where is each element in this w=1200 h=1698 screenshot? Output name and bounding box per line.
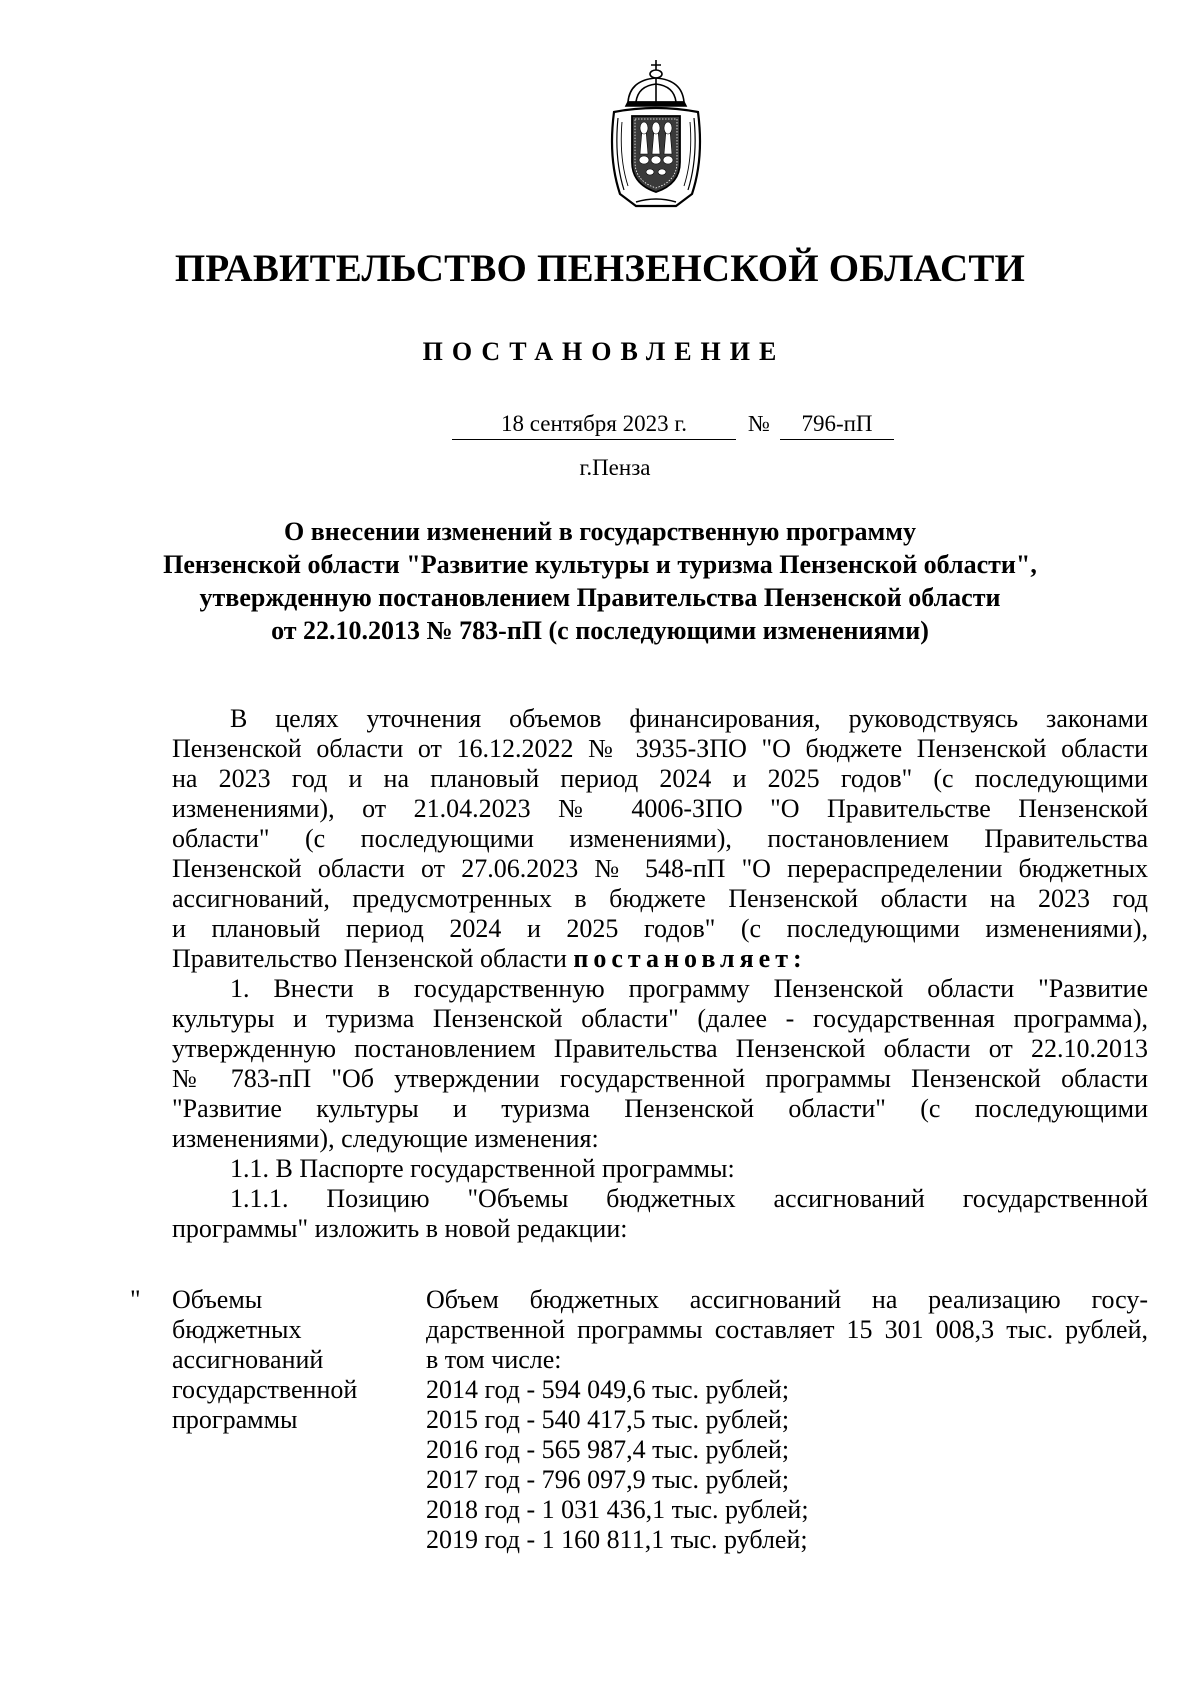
- text-line: изменениями), следующие изменения:: [172, 1124, 599, 1153]
- subject-line: О внесении изменений в государственную программу: [284, 517, 916, 546]
- preamble-final-text: Правительство Пензенской области: [172, 944, 574, 973]
- text-line: [172, 944, 1148, 974]
- year-amount-line: 2014 год - 594 049,6 тыс. рублей;: [426, 1375, 790, 1404]
- text-line: № 783-пП "Об утверждении государственной программы Пензенской области: [172, 1064, 1148, 1093]
- text-line: ассигнований, предусмотренных в бюджете Пензенской области на 2023 год: [172, 884, 1148, 913]
- text-line: на 2023 год и на плановый период 2024 и 2025 годов" (с последующими: [172, 764, 1148, 793]
- year-amount-line: 2018 год - 1 031 436,1 тыс. рублей;: [426, 1495, 809, 1524]
- text-line: Пензенской области от 16.12.2022 № 3935-ЗПО "О бюджете Пензенской области: [172, 734, 1148, 763]
- text-line: бюджетных: [172, 1315, 302, 1344]
- item-1-1-1-paragraph: [172, 1184, 1148, 1244]
- text-line: 1. Внести в государственную программу Пензенской области "Развитие: [230, 974, 1148, 1003]
- document-number: 796-пП: [780, 411, 894, 440]
- document-date: 18 сентября 2023 г.: [452, 411, 736, 440]
- text-line: и плановый период 2024 и 2025 годов" (с последующими изменениями),: [172, 914, 1148, 943]
- year-amount-line: 2015 год - 540 417,5 тыс. рублей;: [426, 1405, 790, 1434]
- item-1-1-paragraph: [172, 1154, 1148, 1184]
- document-city: г.Пенза: [579, 455, 651, 480]
- text-line: В целях уточнения объемов финансирования, руководствуясь законами: [230, 704, 1148, 733]
- year-amount-line: 2019 год - 1 160 811,1 тыс. рублей;: [426, 1525, 808, 1554]
- open-quote: ": [130, 1285, 141, 1314]
- passport-position-value: [426, 1285, 1148, 1555]
- text-line: в том числе:: [426, 1345, 562, 1374]
- text-line: государственной: [172, 1375, 358, 1404]
- text-line: утвержденную постановлением Правительства Пензенской области от 22.10.2013: [172, 1034, 1148, 1063]
- text-line: 1.1. В Паспорте государственной программы:: [230, 1154, 735, 1183]
- text-line: 1.1.1. Позицию "Объемы бюджетных ассигнований государственной: [230, 1184, 1148, 1213]
- government-title: ПРАВИТЕЛЬСТВО ПЕНЗЕНСКОЙ ОБЛАСТИ: [174, 247, 1026, 290]
- text-line: Объемы: [172, 1285, 263, 1314]
- text-line: программы: [172, 1405, 298, 1434]
- text-line: Пензенской области от 27.06.2023 № 548-пП "О перераспределении бюджетных: [172, 854, 1148, 883]
- coat-of-arms-emblem: [606, 58, 706, 208]
- text-line: программы" изложить в новой редакции:: [172, 1214, 628, 1243]
- text-line: "Развитие культуры и туризма Пензенской области" (с последующими: [172, 1094, 1148, 1123]
- subject-line: утвержденную постановлением Правительства Пензенской области: [199, 583, 1001, 612]
- year-amount-line: 2017 год - 796 097,9 тыс. рублей;: [426, 1465, 790, 1494]
- document-subject: [150, 515, 1050, 647]
- year-amount-line: 2016 год - 565 987,4 тыс. рублей;: [426, 1435, 790, 1464]
- text-line: Объем бюджетных ассигнований на реализацию госу-: [426, 1285, 1148, 1314]
- item-1-paragraph: [172, 974, 1148, 1154]
- subject-line: от 22.10.2013 № 783-пП (с последующими изменениями): [271, 616, 929, 645]
- subject-line: Пензенской области "Развитие культуры и туризма Пензенской области",: [163, 550, 1037, 579]
- text-line: дарственной программы составляет 15 301 008,3 тыс. рублей,: [426, 1315, 1148, 1344]
- document-body: [172, 704, 1148, 1244]
- passport-position-name: [172, 1285, 402, 1435]
- number-sign: №: [748, 411, 770, 436]
- resolves-word: постановляет:: [573, 944, 807, 973]
- text-line: области" (с последующими изменениями), постановлением Правительства: [172, 824, 1148, 853]
- text-line: ассигнований: [172, 1345, 324, 1374]
- text-line: культуры и туризма Пензенской области" (далее - государственная программа),: [172, 1004, 1148, 1033]
- document-type: ПОСТАНОВЛЕНИЕ: [422, 337, 786, 366]
- text-line: изменениями), от 21.04.2023 № 4006-ЗПО "О Правительстве Пензенской: [172, 794, 1148, 823]
- preamble-paragraph: [172, 704, 1148, 974]
